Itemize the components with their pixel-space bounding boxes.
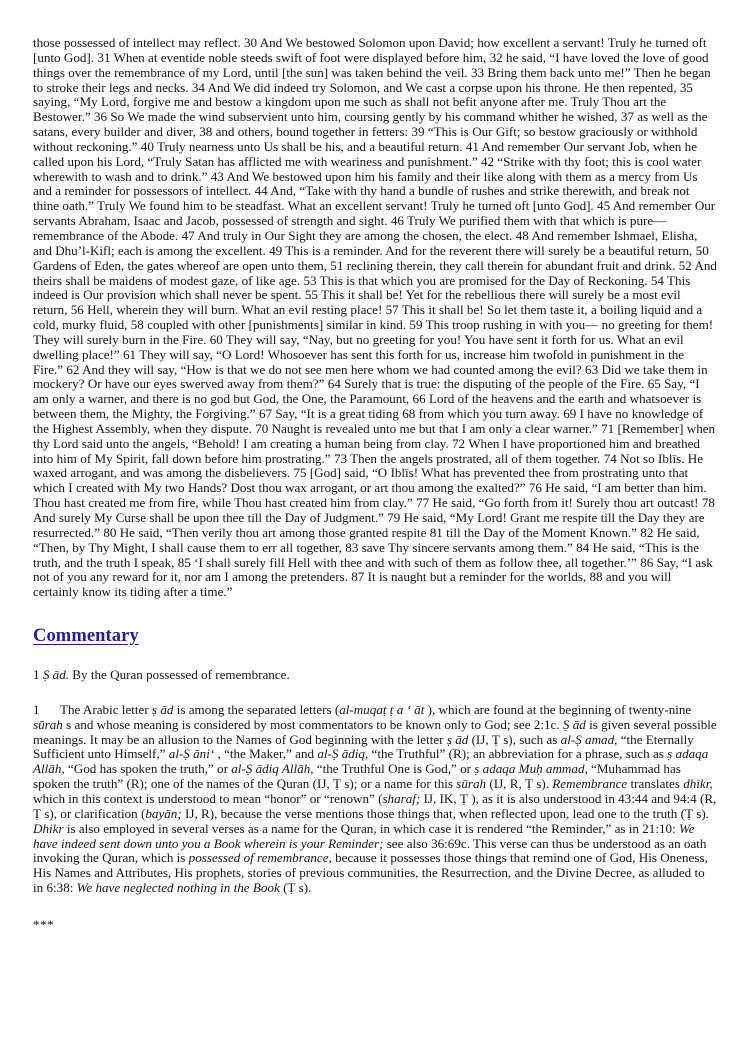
verse-gloss-text: By the Quran possessed of remembrance. xyxy=(72,667,290,683)
commentary-text-run: translates xyxy=(627,776,684,792)
commentary-text-run: IJ, IK, Ṭ ), as it is also understood in 43:44 and 94:4 (R, Ṭ s), or clarification ( xyxy=(33,790,717,821)
commentary-text-run: “the Truthful One is God,” or xyxy=(313,761,475,777)
verse-gloss-line xyxy=(33,668,717,683)
commentary-term-italic: Dhikr xyxy=(33,820,64,836)
commentary-term-italic: We have indeed sent down unto you a Book wherein is your Reminder; xyxy=(33,820,695,851)
commentary-text-run: “God has spoken the truth,” or xyxy=(64,761,232,777)
commentary-text-run: “the Eternally Sufficient unto Himself,” xyxy=(33,731,694,762)
commentary-text-run: is given several possible meanings. It may be an allusion to the Names of God beginning with the letter xyxy=(33,716,717,747)
commentary-text-run: (IJ, R, Ṭ s). xyxy=(486,776,553,792)
commentary-term-italic: al-muqaṭ ṭ a ʻ āt xyxy=(339,701,425,717)
commentary-note-paragraph xyxy=(33,703,717,896)
commentary-term-italic: sūrah xyxy=(456,776,487,792)
commentary-term-italic: sharaf; xyxy=(382,790,421,806)
commentary-term-italic: dhikr, xyxy=(683,776,713,792)
commentary-term-italic: ṣ adaqa Allāh, xyxy=(33,746,709,777)
commentary-text-run: “the Truthful” (R); an abbreviation for a phrase, such as xyxy=(368,746,668,762)
commentary-text-run: (Ṭ s). xyxy=(279,880,312,896)
commentary-text-run: The Arabic letter xyxy=(60,701,152,717)
verse-number: 1 xyxy=(33,667,40,683)
commentary-term-italic: al-Ṣ ādiq Allāh, xyxy=(231,761,314,777)
commentary-text-run: s and whose meaning is considered by most commentators to be known only to God; see 2:1c. xyxy=(62,716,563,732)
commentary-text-run: IJ, R), because the verse mentions those things that, when reflected upon, lead one to the truth (Ṭ s). xyxy=(181,805,709,821)
commentary-term-italic: Ṣ ād xyxy=(562,716,586,732)
commentary-term-italic: We have neglected nothing in the Book xyxy=(76,880,280,896)
commentary-term-italic: al-Ṣ āniʻ xyxy=(168,746,215,762)
commentary-term-italic: ṣ ād xyxy=(446,731,469,747)
commentary-text-run: which in this context is understood to mean “honor” or “renown” ( xyxy=(33,790,383,806)
commentary-heading-container xyxy=(33,625,717,647)
commentary-text-run: (IJ, Ṭ s), such as xyxy=(468,731,561,747)
commentary-text-run: is among the separated letters ( xyxy=(173,701,340,717)
commentary-text-run: ), which are found at the beginning of twenty-nine xyxy=(424,701,692,717)
quran-translation-passage xyxy=(33,36,717,600)
commentary-text-run: is also employed in several verses as a name for the Quran, in which case it is rendered “the Reminder,” as in 21:10: xyxy=(63,820,679,836)
verse-arabic-term: Ṣ ād. xyxy=(42,667,70,683)
commentary-text-run: , “the Maker,” and xyxy=(214,746,318,762)
commentary-text-run: “Muhammad has spoken the truth” (R); one of the names of the Quran (IJ, Ṭ s); or a name for this xyxy=(33,761,681,792)
commentary-note-block xyxy=(33,703,717,896)
commentary-text-run: see also 36:69c. This verse can thus be understood as an oath invoking the Quran, which is xyxy=(33,835,707,866)
commentary-term-italic: Remembrance xyxy=(552,776,628,792)
commentary-term-italic: possessed of remembrance, xyxy=(188,850,332,866)
section-separator: *** xyxy=(33,916,55,932)
commentary-term-italic: al-Ṣ ādiq, xyxy=(317,746,369,762)
commentary-note-marker: 1 xyxy=(33,701,40,717)
page-content xyxy=(33,36,717,933)
translation-paragraph: those possessed of intellect may reflect. 30 And We bestowed Solomon upon David; how excellent a servant! Truly he turned oft [unto God]. 31 When at eventide noble steeds swift of foot were displayed before him, 32 he said, “I have loved the love of good things over the remembrance of my Lord, until [the sun] was taken behind the veil. 33 Bring them back unto me!” Then he began to stroke their legs and necks. 34 And We did indeed try Solomon, and We cast a corpse upon his throne. He then repented, 35 saying, “My Lord, forgive me and bestow a kingdom upon me such as shall not befit anyone after me. Truly Thou art the Bestower.” 36 So We made the wind subservient unto him, coursing gently by his command whither he wished, 37 as well as the satans, every builder and diver, 38 and others, bound together in fetters: 39 “This is Our Gift; so bestow graciously or withhold without reckoning.” 40 Truly nearness unto Us shall be his, and a beautiful return. 41 And remember Our servant Job, when he called upon his Lord, “Truly Satan has afflicted me with weariness and punishment.” 42 “Strike with thy foot; this is cool water wherewith to wash and to drink.” 43 And We bestowed upon him his family and their like along with them as a mercy from Us and a reminder for possessors of intellect. 44 And, “Take with thy hand a bundle of rushes and strike therewith, and break not thine oath.” Truly We found him to be steadfast. What an excellent servant! Truly he turned oft [unto God]. 45 And remember Our servants Abraham, Isaac and Jacob, possessed of strength and sight. 46 Truly We purified them with that which is pure—remembrance of the Abode. 47 And truly in Our Sight they are among the chosen, the elect. 48 And remember Ishmael, Elisha, and Dhu’l-Kifl; each is among the excellent. 49 This is a reminder. And for the reverent there will surely be a beautiful return, 50 Gardens of Eden, the gates whereof are open unto them, 51 reclining therein, they call therein for abundant fruit and drink. 52 And theirs shall be maidens of modest gaze, of like age. 53 This is that which you are promised for the Day of Reckoning. 54 This indeed is Our provision which shall never be spent. 55 This it shall be! Yet for the rebellious there will surely be a most evil return, 56 Hell, wherein they will burn. What an evil resting place! 57 This it shall be! So let them taste it, a boiling liquid and a cold, murky fluid, 58 coupled with other [punishments] similar in kind. 59 This troop rushing in with you— no greeting for them! They will surely burn in the Fire. 60 They will say, “Nay, but no greeting for you! You have sent it forth for us. What an evil dwelling place!” 61 They will say, “O Lord! Whosoever has sent this forth for us, increase him twofold in punishment in the Fire.” 62 And they will say, “How is that we do not see men here whom we had counted among the evil? 63 Did we take them in mockery? Or have our eyes swerved away from them?” 64 Surely that is true: the disputing of the people of the Fire. 65 Say, “I am only a warner, and there is no god but God, the One, the Paramount, 66 Lord of the heavens and the earth and whatsoever is between them, the Mighty, the Forgiving.” 67 Say, “It is a great tiding 68 from which you turn away. 69 I have no knowledge of the Highest Assembly, when they dispute. 70 Naught is revealed unto me but that I am only a clear warner.” 71 [Remember] when thy Lord said unto the angels, “Behold! I am creating a human being from clay. 72 When I have proportioned him and breathed into him of My Spirit, fall down before him prostrating.” 73 Then the angels prostrated, all of them together. 74 Not so Iblīs. He waxed arrogant, and was among the disbelievers. 75 [God] said, “O Iblīs! What has prevented thee from prostrating unto that which I created with My two Hands? Dost thou wax arrogant, or art thou among the exalted?” 76 He said, “I am better than him. Thou hast created me from fire, while Thou hast created him from clay.” 77 He said, “Go forth from it! Surely thou art outcast! 78 And surely My Curse shall be upon thee till the Day of Judgment.” 79 He said, “My Lord! Grant me respite till the Day they are resurrected.” 80 He said, “Then verily thou art among those granted respite 81 till the Day of the Moment Known.” 82 He said, “Then, by Thy Might, I shall cause them to err all together, 83 save Thy sincere servants among them.” 84 He said, “This is the truth, and the truth I speak, 85 ‘I shall surely fill Hell with thee and with such of them as follow thee, all together.’” 86 Say, “I ask not of you any reward for it, nor am I among the pretenders. 87 It is naught but a reminder for the worlds, 88 and you will certainly know its tiding after a time.” xyxy=(33,35,717,600)
commentary-term-italic: ṣ ād xyxy=(151,701,174,717)
commentary-text-run: because it possesses those things that remind one of God, His Oneness, His Names and Attributes, His prophets, stories of previous communities, the Resurrection, and the Divine Decree, as alluded to in 6:38: xyxy=(33,850,708,896)
commentary-heading: Commentary xyxy=(33,626,139,647)
commentary-term-italic: bayān; xyxy=(145,805,182,821)
commentary-note-body xyxy=(33,702,717,895)
commentary-term-italic: al-Ṣ amad, xyxy=(560,731,618,747)
commentary-term-italic: ṣ adaqa Muḥ ammad, xyxy=(474,761,588,777)
commentary-term-italic: sūrah xyxy=(33,716,63,732)
